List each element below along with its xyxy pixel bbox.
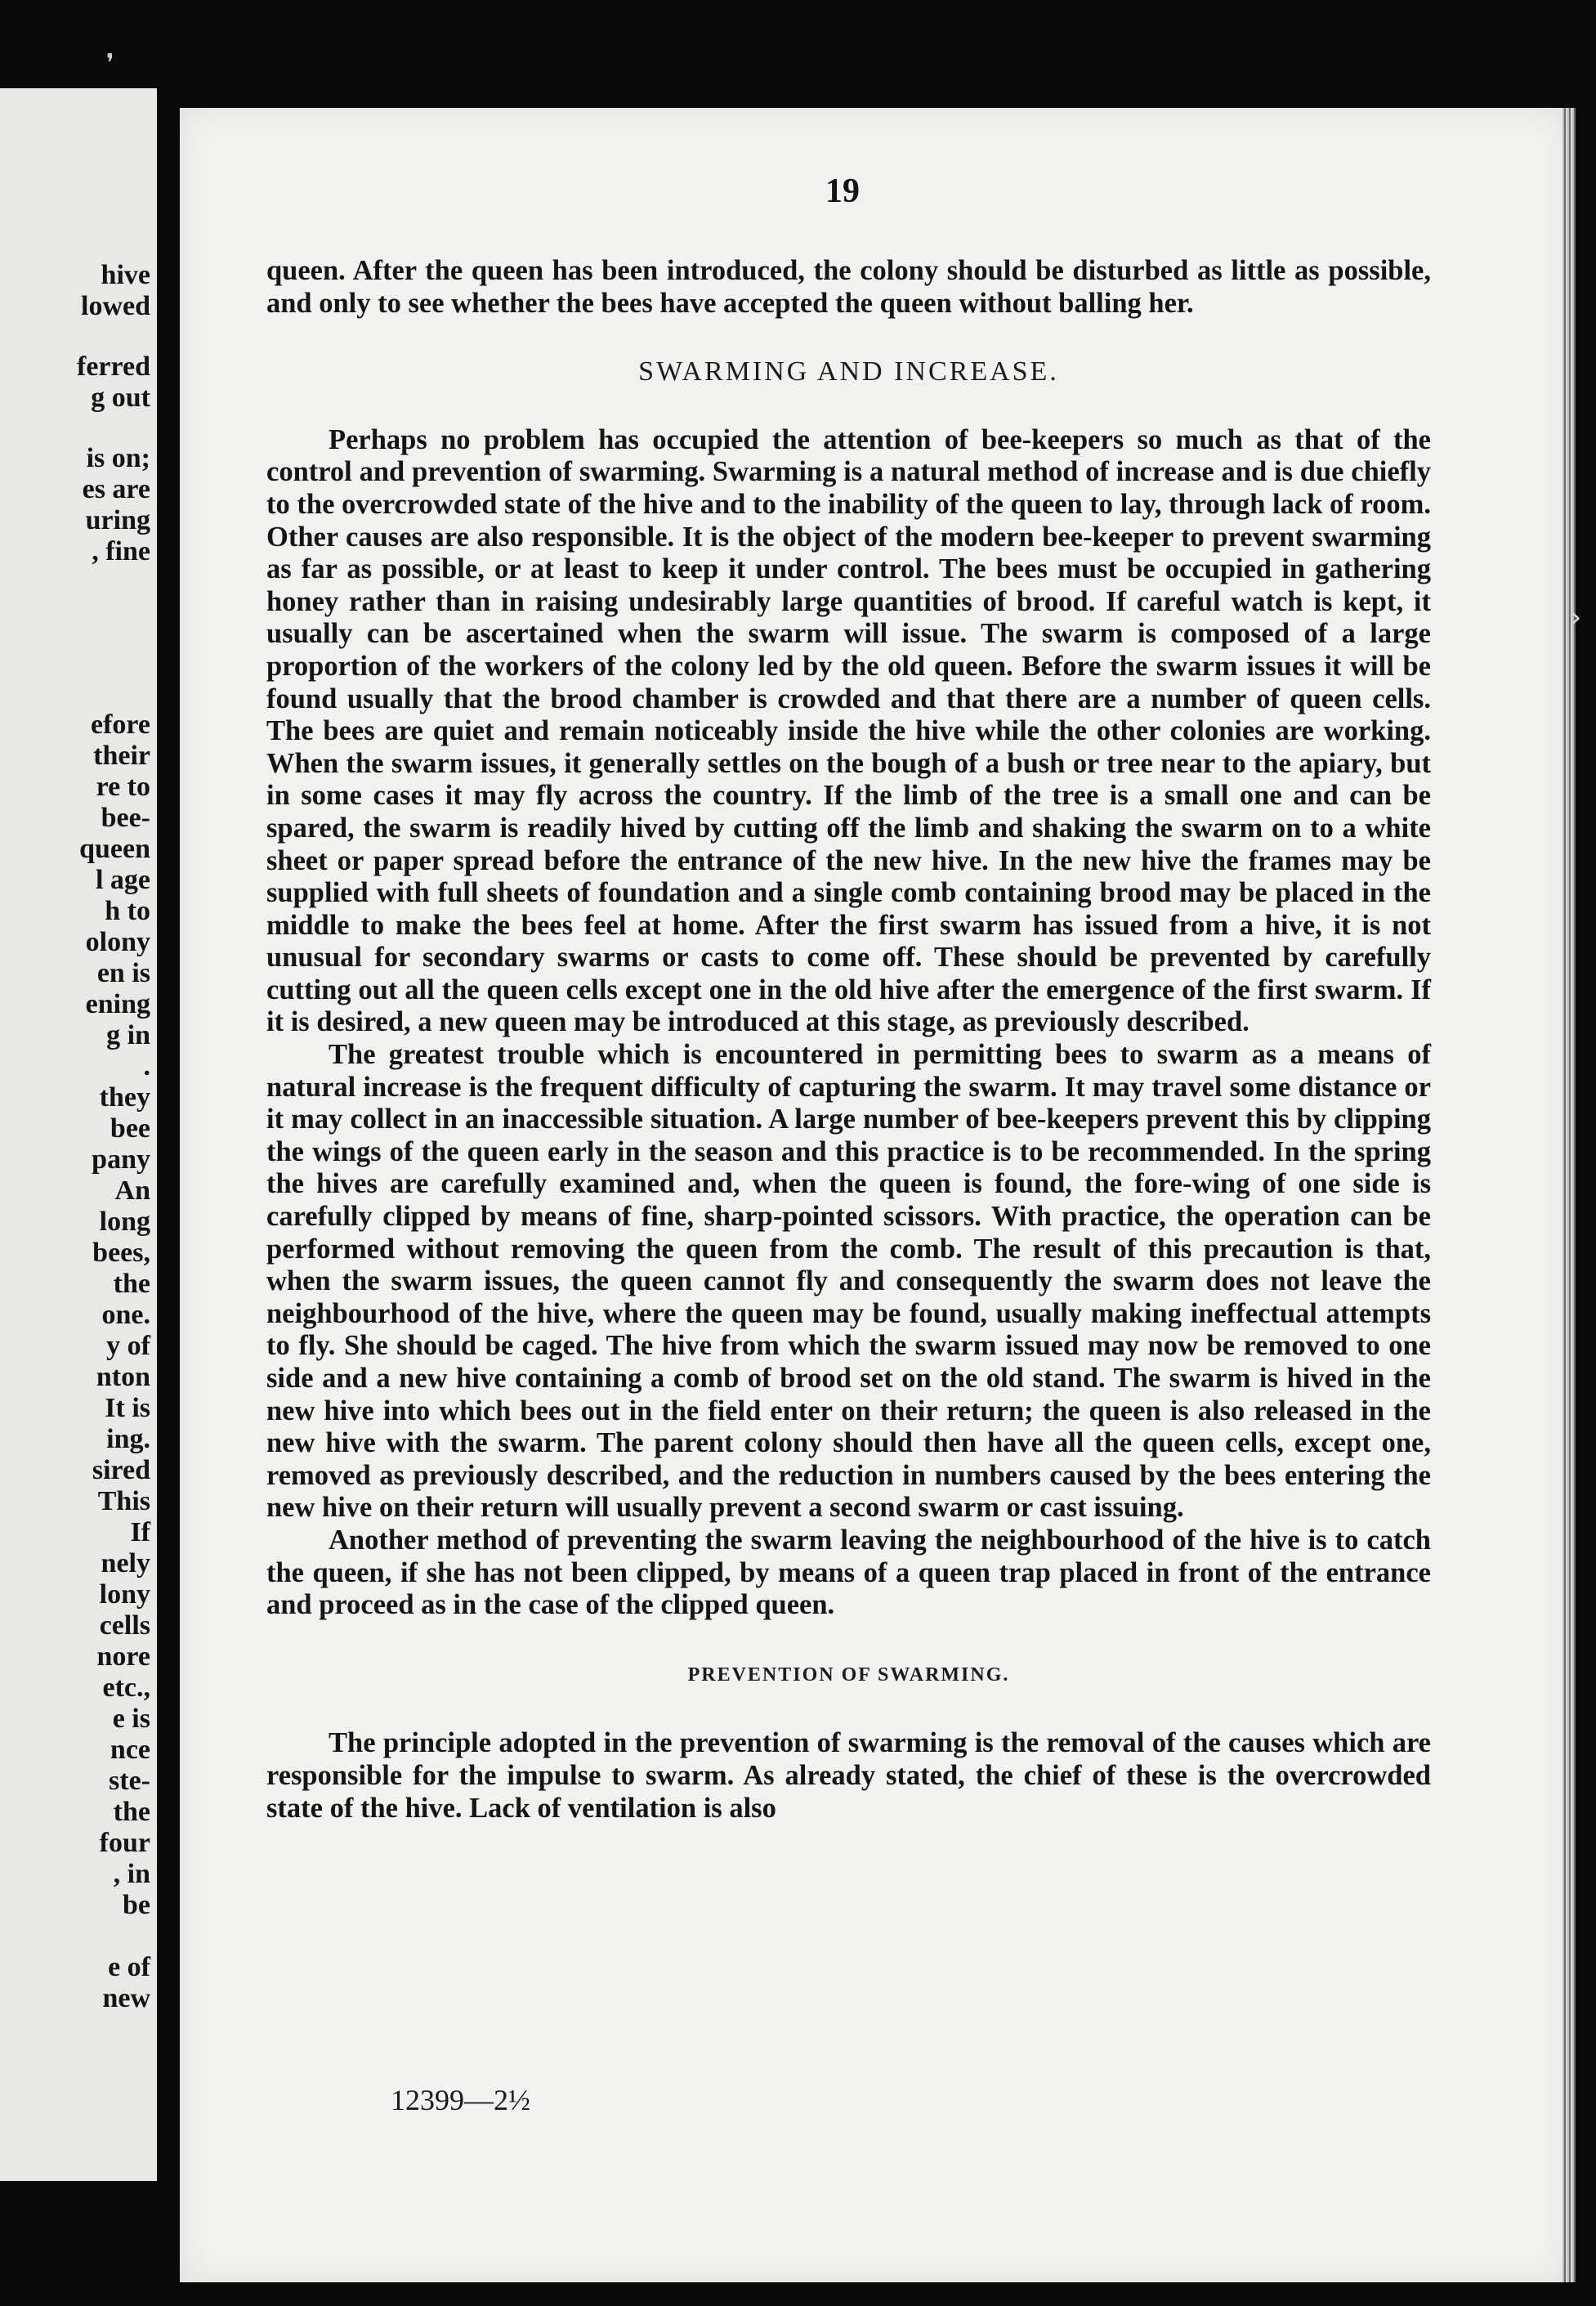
facing-page-text-fragment: It is (105, 1393, 150, 1423)
facing-page-text-fragment: re to (96, 772, 150, 802)
facing-page-text-fragment: es are (82, 474, 150, 504)
facing-page-text-fragment: nce (110, 1735, 150, 1765)
facing-page-text-fragment: ste- (109, 1766, 150, 1796)
scan-corner-mark: ❜ (106, 49, 114, 78)
facing-page-text-fragment: , fine (92, 536, 150, 566)
facing-page-text-fragment: lony (99, 1579, 150, 1610)
facing-page-text-fragment: ening (85, 989, 150, 1019)
facing-page-text-fragment: queen (79, 834, 150, 864)
facing-page-text-fragment: ferred (77, 351, 150, 382)
facing-page-text-fragment: lowed (81, 291, 150, 321)
facing-page-text-fragment: long (99, 1207, 150, 1237)
facing-page-text-fragment: hive (101, 260, 150, 290)
printer-signature-mark: 12399—2½ (391, 2084, 530, 2116)
intro-paragraph: queen. After the queen has been introduced, the colony should be disturbed as little as possible, and only to see whether the bees have accepted the queen without balling her. (266, 255, 1431, 319)
facing-page-text-fragment: etc., (102, 1672, 150, 1703)
subsection-heading: PREVENTION OF SWARMING. (687, 1663, 1010, 1686)
facing-page-text-fragment: . (143, 1051, 150, 1081)
facing-page-text-fragment: is on; (86, 443, 150, 473)
facing-page-fragment (0, 88, 157, 2181)
facing-page-text-fragment: bee- (101, 803, 150, 833)
page-number: 19 (825, 172, 860, 210)
facing-page-text-fragment: h to (105, 896, 150, 926)
facing-page-text-fragment: If (130, 1517, 150, 1547)
facing-page-text-fragment: they (99, 1082, 150, 1113)
facing-page-text-fragment: g out (91, 383, 150, 413)
facing-page-text-fragment: ing. (106, 1424, 150, 1454)
facing-page-text-fragment: nton (96, 1362, 150, 1392)
facing-page-text-fragment: pany (92, 1144, 150, 1175)
facing-page-text-fragment: en is (96, 958, 150, 988)
body-paragraph: The greatest trouble which is encountered in permitting bees to swarm as a means of natural increase is the frequent difficulty of capturing the swarm. It may travel some distance or it may collect in an inaccessible situation. A large number of bee-keepers prevent this by clipping the wings of the queen early in the season and this practice is to be recommended. In the spring the hives are carefully examined and, when the queen is found, the fore-wing of one side is carefully clipped by means of fine, sharp-pointed scissors. With practice, the operation can be performed without removing the queen from the comb. The result of this precaution is that, when the swarm issues, the queen cannot fly and consequently the swarm does not leave the neighbourhood of the hive, where the queen may be found, usually making ineffectual attempts to fly. She should be caged. The hive from which the swarm issued may now be removed to one side and a new hive containing a comb of brood set on the old stand. The swarm is hived in the new hive into which bees out in the field enter on their return; the queen is also released in the new hive with the swarm. The parent colony should then have all the queen cells, except one, removed as previously described, and the reduction in numbers caused by the bees entering the new hive on their return will usually prevent a second swarm or cast issuing. (266, 1039, 1431, 1524)
facing-page-text-fragment: y of (106, 1331, 150, 1361)
facing-page-text-fragment: sired (92, 1455, 150, 1485)
facing-page-text-fragment: e of (108, 1952, 150, 1982)
final-paragraph: The principle adopted in the prevention of swarming is the removal of the causes which are responsible for the impulse to swarm. As already stated, the chief of these is the overcrowded state of the hive. Lack of ventilation is also (266, 1727, 1431, 1824)
facing-page-text-fragment: cells (99, 1610, 150, 1641)
page-body (266, 255, 1431, 1825)
facing-page-text-fragment: This (97, 1486, 150, 1516)
facing-page-text-fragment: nely (101, 1548, 150, 1578)
facing-page-text-fragment: bee (110, 1113, 150, 1144)
page-edge (1562, 108, 1576, 2282)
facing-page-text-fragment: their (93, 741, 150, 771)
facing-page-text-fragment: , in (113, 1859, 150, 1889)
facing-page-text-fragment: An (114, 1175, 150, 1206)
facing-page-text-fragment: the (113, 1797, 150, 1827)
body-paragraph: Another method of preventing the swarm leaving the neighbourhood of the hive is to catch the queen, if she has not been clipped, by means of a queen trap placed in front of the entrance and proceed as in the case of the clipped queen. (266, 1524, 1431, 1621)
facing-page-text-fragment: four (99, 1828, 150, 1858)
section-heading: SWARMING AND INCREASE. (638, 356, 1059, 387)
facing-page-text-fragment: bees, (92, 1238, 150, 1268)
facing-page-text-fragment: l age (95, 865, 150, 895)
facing-page-text-fragment: olony (85, 927, 150, 957)
facing-page-text-fragment: efore (91, 710, 150, 740)
facing-page-text-fragment: new (102, 1983, 150, 2013)
facing-page-text-fragment: nore (96, 1641, 150, 1672)
facing-page-text-fragment: uring (85, 505, 150, 535)
edge-mark: › (1570, 601, 1582, 634)
facing-page-text-fragment: e is (112, 1704, 150, 1734)
facing-page-text-fragment: one. (101, 1300, 150, 1330)
facing-page-text-fragment: the (113, 1269, 150, 1299)
body-paragraph: Perhaps no problem has occupied the attention of bee-keepers so much as that of the control and prevention of swarming. Swarming is a natural method of increase and is due chiefly to the overcrowded state of the hive and to the inability of the queen to lay, through lack of room. Other causes are also responsible. It is the object of the modern bee-keeper to prevent swarming as far as possible, or at least to keep it under control. The bees must be occupied in gathering honey rather than in raising undesirably large quantities of brood. If careful watch is kept, it usually can be ascertained when the swarm will issue. The swarm is composed of a large proportion of the workers of the colony led by the old queen. Before the swarm issues it will be found usually that the brood chamber is crowded and that there are a number of queen cells. The bees are quiet and remain noticeably inside the hive while the other colonies are working. When the swarm issues, it generally settles on the bough of a bush or tree near to the apiary, but in some cases it may fly across the country. If the limb of the tree is a small one and can be spared, the swarm is readily hived by cutting off the limb and shaking the swarm on to a white sheet or paper spread before the entrance of the new hive. In the new hive the frames may be supplied with full sheets of foundation and a single comb containing brood may be placed in the middle to make the bees feel at home. After the first swarm has issued from a hive, it is not unusual for secondary swarms or casts to come off. These should be prevented by carefully cutting out all the queen cells except one in the old hive after the emergence of the first swarm. If it is desired, a new queen may be introduced at this stage, as previously described. (266, 423, 1431, 1038)
facing-page-text-fragment: g in (106, 1020, 150, 1050)
facing-page-text-fragment: be (123, 1890, 150, 1920)
